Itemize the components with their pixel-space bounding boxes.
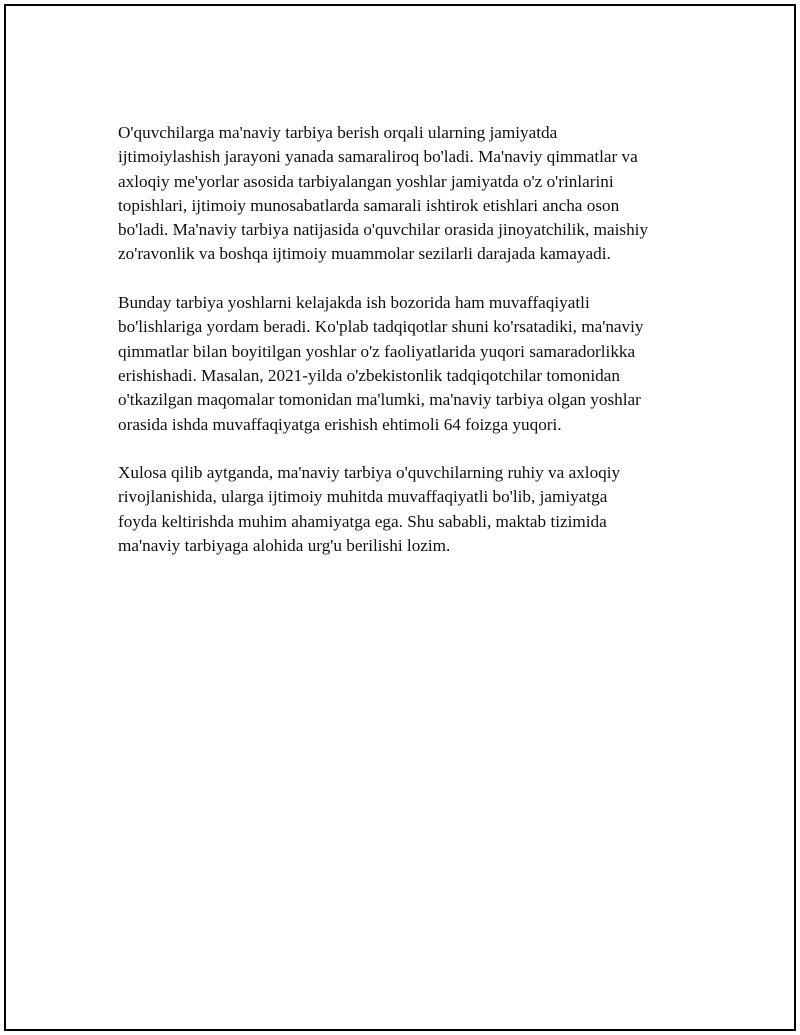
paragraph-2: Bunday tarbiya yoshlarni kelajakda ish bozorida ham muvaffaqiyatli bo'lishlariga yordam beradi. Ko'plab tadqiqotlar shuni ko'rsatadiki, ma'naviy qimmatlar bilan boyitilgan yoshlar o'z faoliyatlarida yuqori samaradorlikka erishishadi. Masalan, 2021-yilda o'zbekistonlik tadqiqotchilar tomonidan o'tkazilgan maqomalar tomonidan ma'lumki, ma'naviy tarbiya olgan yoshlar orasida ishda muvaffaqiyatga erishish ehtimoli 64 foizga yuqori. <box>118 293 644 434</box>
page-frame <box>4 4 796 1031</box>
paragraph-1: O'quvchilarga ma'naviy tarbiya berish orqali ularning jamiyatda ijtimoiylashish jarayoni yanada samaraliroq bo'ladi. Ma'naviy qimmatlar va axloqiy me'yorlar asosida tarbiyalangan yoshlar jamiyatda o'z o'rinlarini topishlari, ijtimoiy munosabatlarda samarali ishtirok etishlari ancha oson bo'ladi. Ma'naviy tarbiya natijasida o'quvchilar orasida jinoyatchilik, maishiy zo'ravonlik va boshqa ijtimoiy muammolar sezilarli darajada kamayadi. <box>118 123 649 264</box>
document-body <box>118 121 698 583</box>
paragraph-3: Xulosa qilib aytganda, ma'naviy tarbiya o'quvchilarning ruhiy va axloqiy rivojlanishida, ularga ijtimoiy muhitda muvaffaqiyatli bo'lib, jamiyatga foyda keltirishda muhim ahamiyatga ega. Shu sababli, maktab tizimida ma'naviy tarbiyaga alohida urg'u berilishi lozim. <box>118 463 621 556</box>
